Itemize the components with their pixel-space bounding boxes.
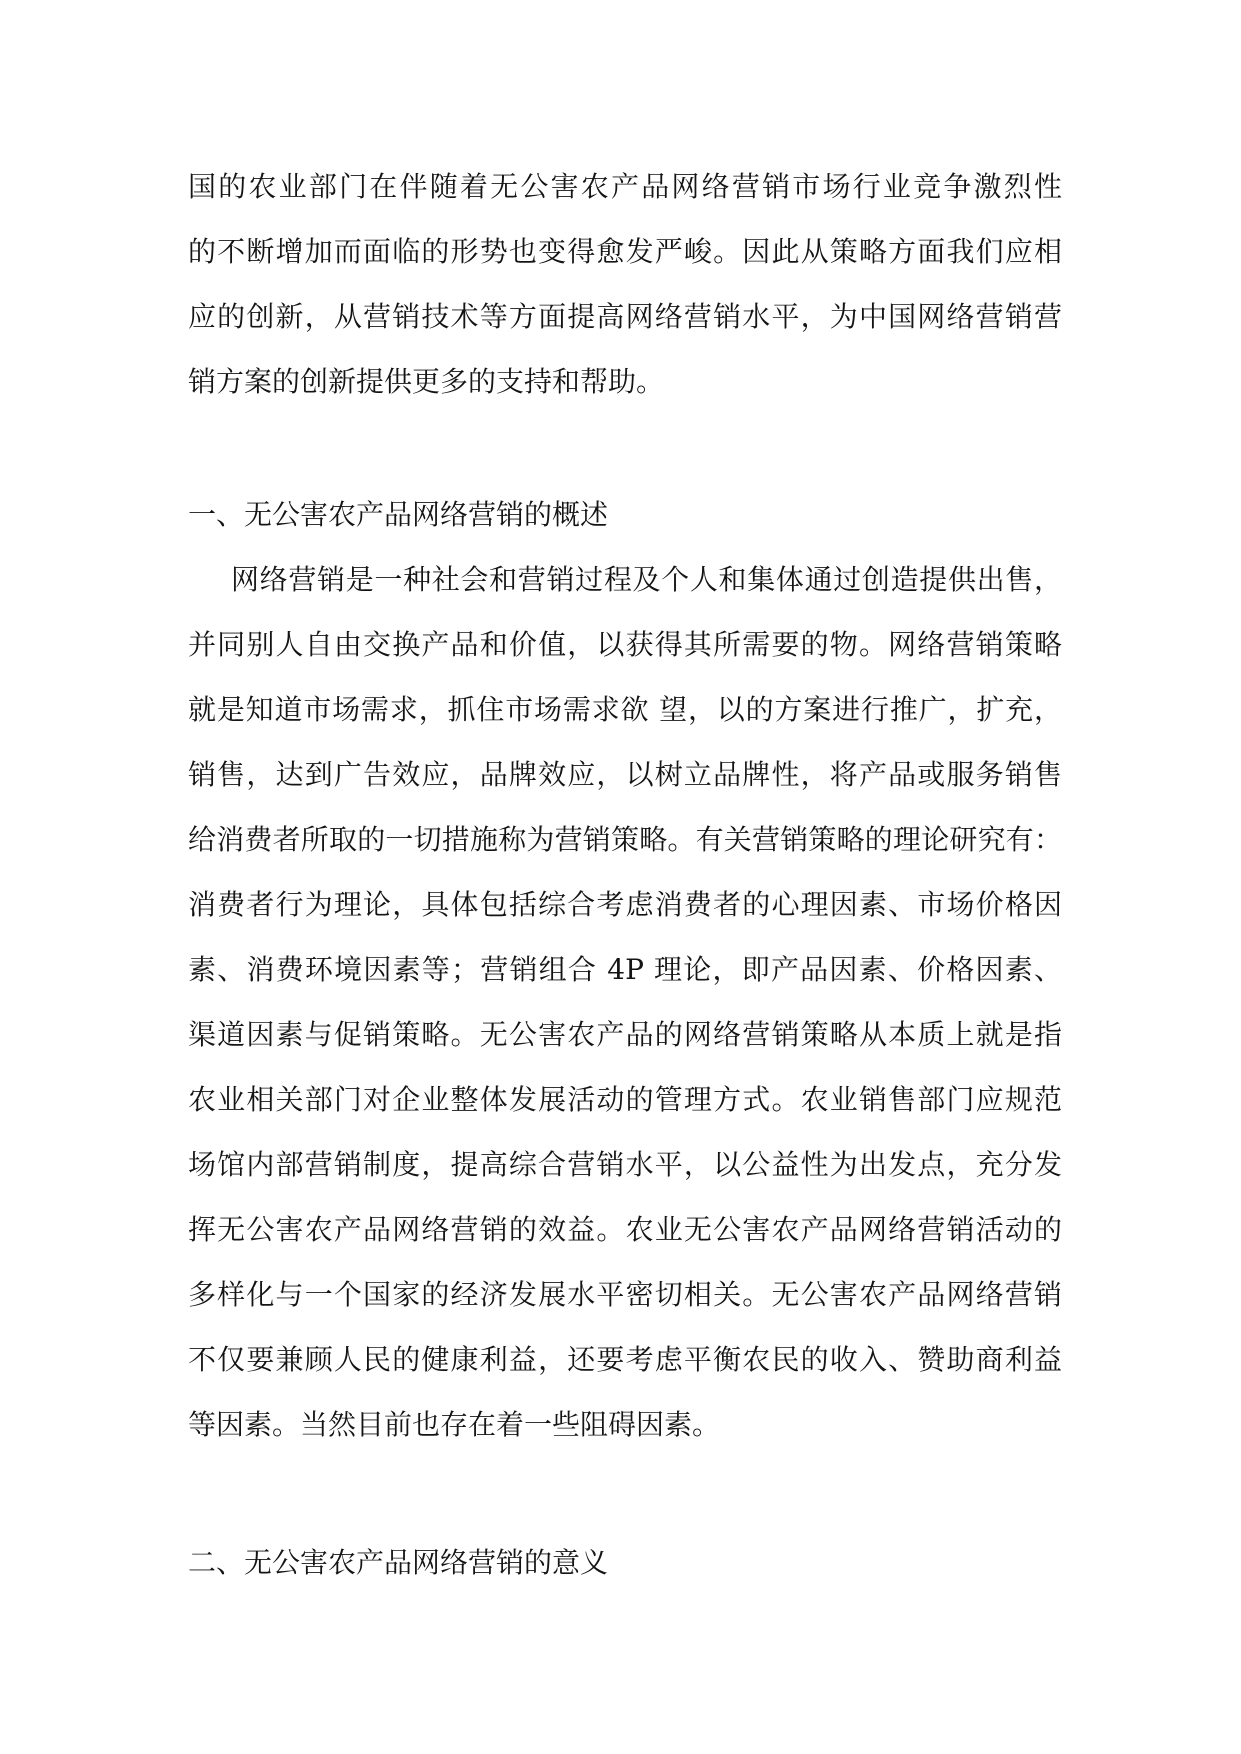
paragraph-line: 农业相关部门对企业整体发展活动的管理方式。农业销售部门应规范 — [188, 1083, 1062, 1116]
paragraph-line: 国的农业部门在伴随着无公害农产品网络营销市场行业竞争激烈性 — [188, 170, 1062, 203]
paragraph-line: 场馆内部营销制度，提高综合营销水平，以公益性为出发点，充分发 — [188, 1148, 1062, 1181]
paragraph-line: 不仅要兼顾人民的健康利益，还要考虑平衡农民的收入、赞助商利益 — [188, 1343, 1062, 1376]
section-paragraph — [188, 547, 1062, 1457]
paragraph-line: 挥无公害农产品网络营销的效益。农业无公害农产品网络营销活动的 — [188, 1213, 1062, 1246]
intro-paragraph — [188, 154, 1062, 414]
paragraph-line: 消费者行为理论，具体包括综合考虑消费者的心理因素、市场价格因 — [188, 888, 1062, 921]
paragraph-line: 销售，达到广告效应，品牌效应，以树立品牌性，将产品或服务销售 — [188, 758, 1062, 791]
paragraph-line: 应的创新，从营销技术等方面提高网络营销水平，为中国网络营销营 — [188, 300, 1062, 333]
paragraph-line: 就是知道市场需求，抓住市场需求欲 望，以的方案进行推广，扩充， — [188, 693, 1062, 726]
paragraph-line: 等因素。当然目前也存在着一些阻碍因素。 — [188, 1408, 721, 1441]
paragraph-line: 的不断增加而面临的形势也变得愈发严峻。因此从策略方面我们应相 — [188, 235, 1062, 268]
paragraph-line: 渠道因素与促销策略。无公害农产品的网络营销策略从本质上就是指 — [188, 1018, 1062, 1051]
paragraph-line: 素、消费环境因素等；营销组合 4P 理论，即产品因素、价格因素、 — [188, 953, 1062, 986]
paragraph-line: 给消费者所取的一切措施称为营销策略。有关营销策略的理论研究有： — [188, 823, 1062, 856]
section-heading: 二、无公害农产品网络营销的意义 — [188, 1546, 609, 1579]
section-heading: 一、无公害农产品网络营销的概述 — [188, 498, 609, 531]
paragraph-line: 网络营销是一种社会和营销过程及个人和集体通过创造提供出售， — [231, 563, 1062, 596]
paragraph-line: 销方案的创新提供更多的支持和帮助。 — [188, 365, 665, 398]
paragraph-line: 多样化与一个国家的经济发展水平密切相关。无公害农产品网络营销 — [188, 1278, 1062, 1311]
paragraph-line: 并同别人自由交换产品和价值，以获得其所需要的物。网络营销策略 — [188, 628, 1062, 661]
document-page — [188, 154, 1062, 1595]
